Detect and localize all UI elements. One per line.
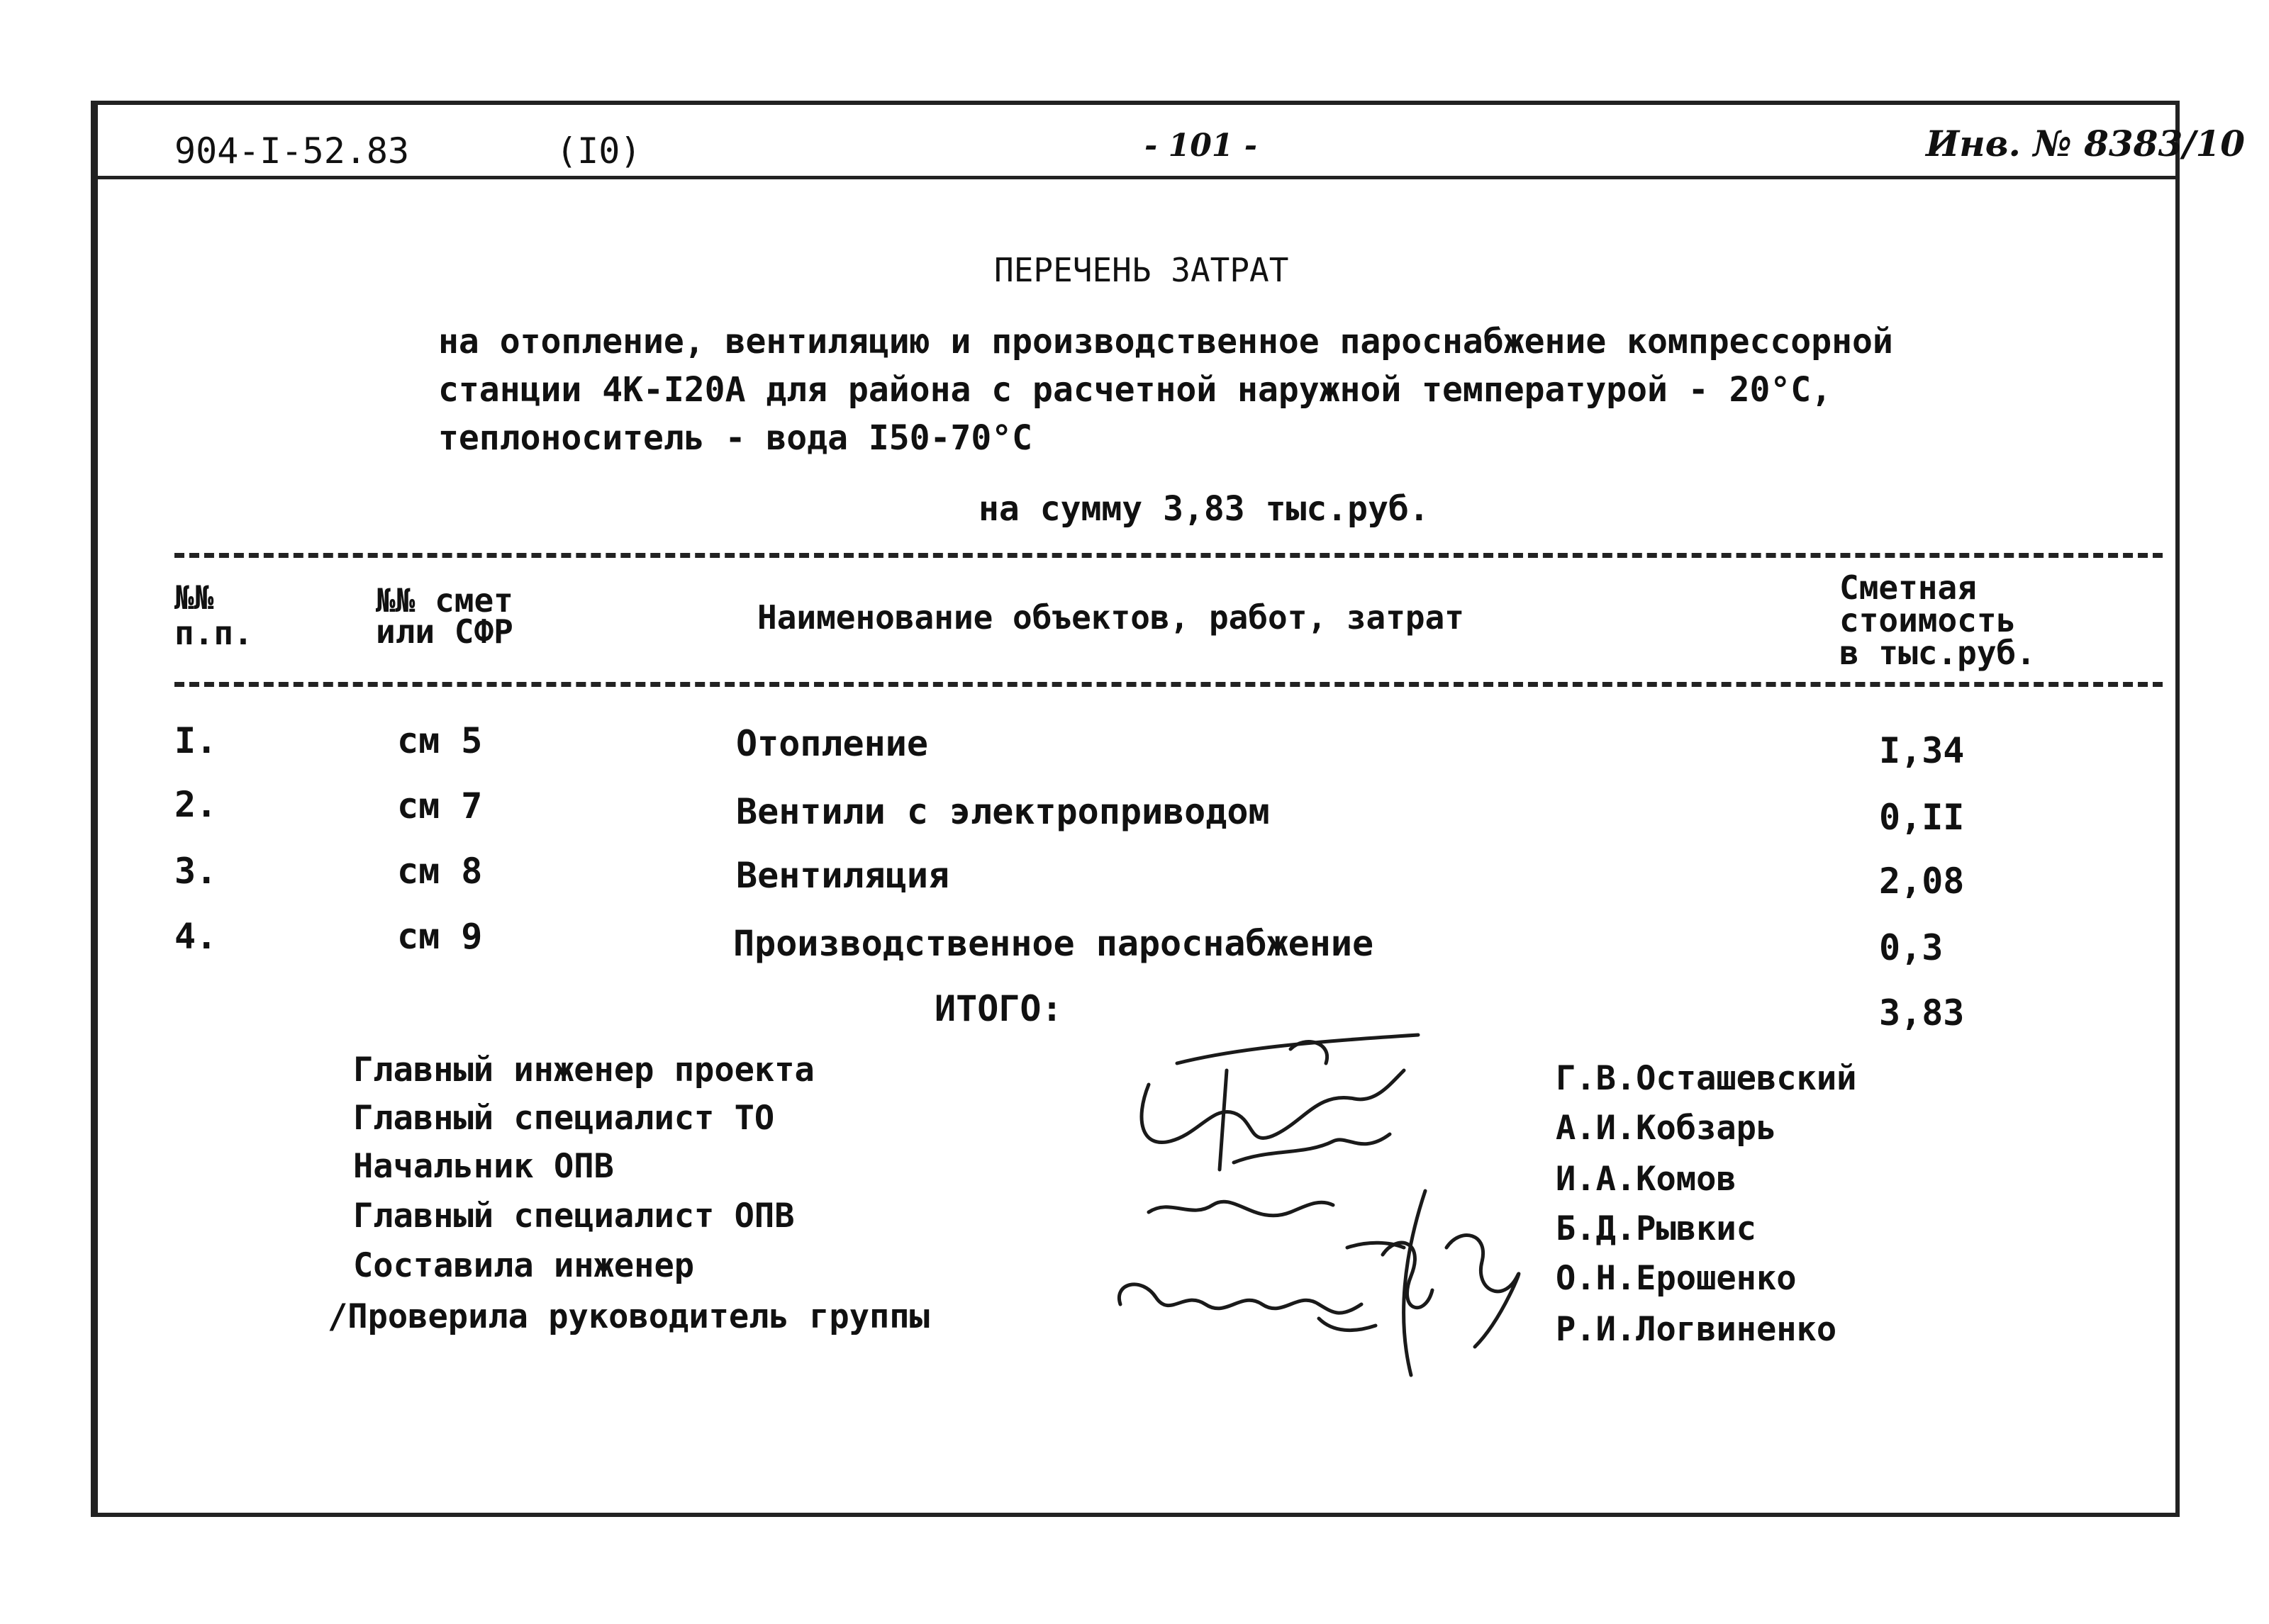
col-header-num-1: №№: [174, 578, 214, 617]
total-value: 3,83: [1879, 992, 1965, 1034]
role-checked-group-lead: /Проверила руководитель группы: [328, 1297, 930, 1336]
subtitle-line-1: на отопление, вентиляцию и производственное пароснабжение компрессорной: [438, 322, 1893, 362]
row-cost: 0,3: [1879, 927, 1944, 968]
row-number: 4.: [174, 916, 218, 957]
row-number: 2.: [174, 784, 218, 825]
table-top-rule: [174, 553, 2163, 558]
role-head-opv: Начальник ОПВ: [353, 1147, 614, 1186]
col-header-num-2: п.п.: [174, 614, 253, 652]
table-header-rule: [174, 682, 2163, 687]
doc-part: (I0): [556, 130, 642, 172]
name-logvinenko: Р.И.Логвиненко: [1556, 1310, 1837, 1349]
col-header-name: Наименование объектов, работ, затрат: [757, 598, 1464, 637]
subtitle-line-3: теплоноситель - вода I50-70°С: [438, 418, 1033, 458]
row-cost: 2,08: [1879, 861, 1965, 902]
name-kobzar: А.И.Кобзарь: [1556, 1109, 1777, 1148]
header-divider: [91, 176, 2180, 179]
row-number: 3.: [174, 851, 218, 892]
role-compiled-engineer: Составила инженер: [353, 1246, 695, 1285]
subtitle-line-2: станции 4К-I20А для района с расчетной наружной температурой - 20°С,: [438, 370, 1832, 410]
row-cost: 0,II: [1879, 797, 1965, 838]
row-cost: I,34: [1879, 730, 1965, 771]
row-number: I.: [174, 720, 218, 761]
name-ryvkis: Б.Д.Рывкис: [1556, 1209, 1756, 1248]
row-estimate: см 7: [397, 785, 483, 827]
total-label: ИТОГО:: [935, 988, 1063, 1029]
name-komov: И.А.Комов: [1556, 1160, 1736, 1199]
doc-code: 904-I-52.83: [174, 130, 410, 172]
document-heading: ПЕРЕЧЕНЬ ЗАТРАТ: [994, 251, 1289, 289]
role-chief-engineer: Главный инженер проекта: [353, 1051, 815, 1090]
page-number: - 101 -: [1144, 128, 1258, 164]
inventory-number: Инв. № 8383/10: [1926, 123, 2246, 164]
col-header-cost-2: стоимость: [1839, 601, 2017, 639]
row-name: Вентили с электроприводом: [736, 791, 1270, 832]
col-header-cost-1: Сметная: [1839, 569, 1977, 607]
row-name: Производственное пароснабжение: [733, 923, 1374, 964]
row-name: Отопление: [736, 723, 928, 764]
row-name: Вентиляция: [736, 855, 950, 896]
row-estimate: см 8: [397, 851, 483, 892]
name-eroshenko: О.Н.Ерошенко: [1556, 1259, 1797, 1298]
role-chief-specialist-opv: Главный специалист ОПВ: [353, 1197, 795, 1236]
name-ostashevsky: Г.В.Осташевский: [1556, 1059, 1857, 1098]
handwritten-signatures: [1092, 1021, 1532, 1389]
row-estimate: см 5: [397, 720, 483, 761]
total-sum: на сумму 3,83 тыс.руб.: [979, 489, 1429, 529]
col-header-estimate-2: или СФР: [376, 612, 513, 651]
col-header-cost-3: в тыс.руб.: [1839, 634, 2036, 672]
col-header-estimate-1: №№ смет: [376, 581, 513, 620]
row-estimate: см 9: [397, 916, 483, 957]
role-chief-specialist-to: Главный специалист ТО: [353, 1099, 775, 1138]
